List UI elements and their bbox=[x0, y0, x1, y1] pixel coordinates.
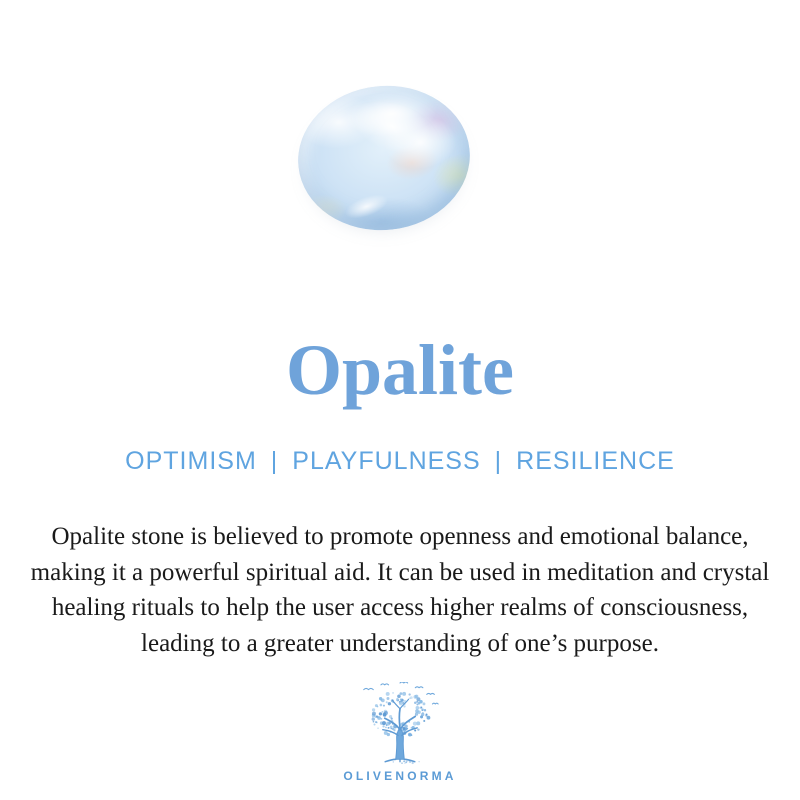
pipe-separator-icon: | bbox=[494, 447, 503, 475]
trait-resilience: RESILIENCE bbox=[516, 447, 675, 475]
description-line: leading to a greater understanding of one’s purpose. bbox=[141, 629, 659, 657]
description-line: healing rituals to help the user access higher realms of consciousness, bbox=[51, 594, 749, 621]
brand-name: OLIVENORMA bbox=[343, 769, 457, 783]
traits-row bbox=[0, 446, 800, 476]
trait-optimism: OPTIMISM bbox=[125, 447, 257, 475]
page-title: Opalite bbox=[286, 330, 514, 410]
pipe-separator-icon: | bbox=[270, 447, 279, 475]
trait-playfulness: PLAYFULNESS bbox=[292, 447, 481, 475]
opalite-stone-image bbox=[298, 86, 470, 230]
brand-logo bbox=[0, 682, 800, 766]
tree-of-life-icon bbox=[352, 682, 448, 766]
opalite-stone bbox=[291, 77, 477, 238]
description-paragraph bbox=[0, 519, 800, 661]
description-line: making it a powerful spiritual aid. It can be used in meditation and crystal bbox=[30, 558, 770, 586]
description-line: Opalite stone is believed to promote openness and emotional balance, bbox=[51, 523, 749, 550]
